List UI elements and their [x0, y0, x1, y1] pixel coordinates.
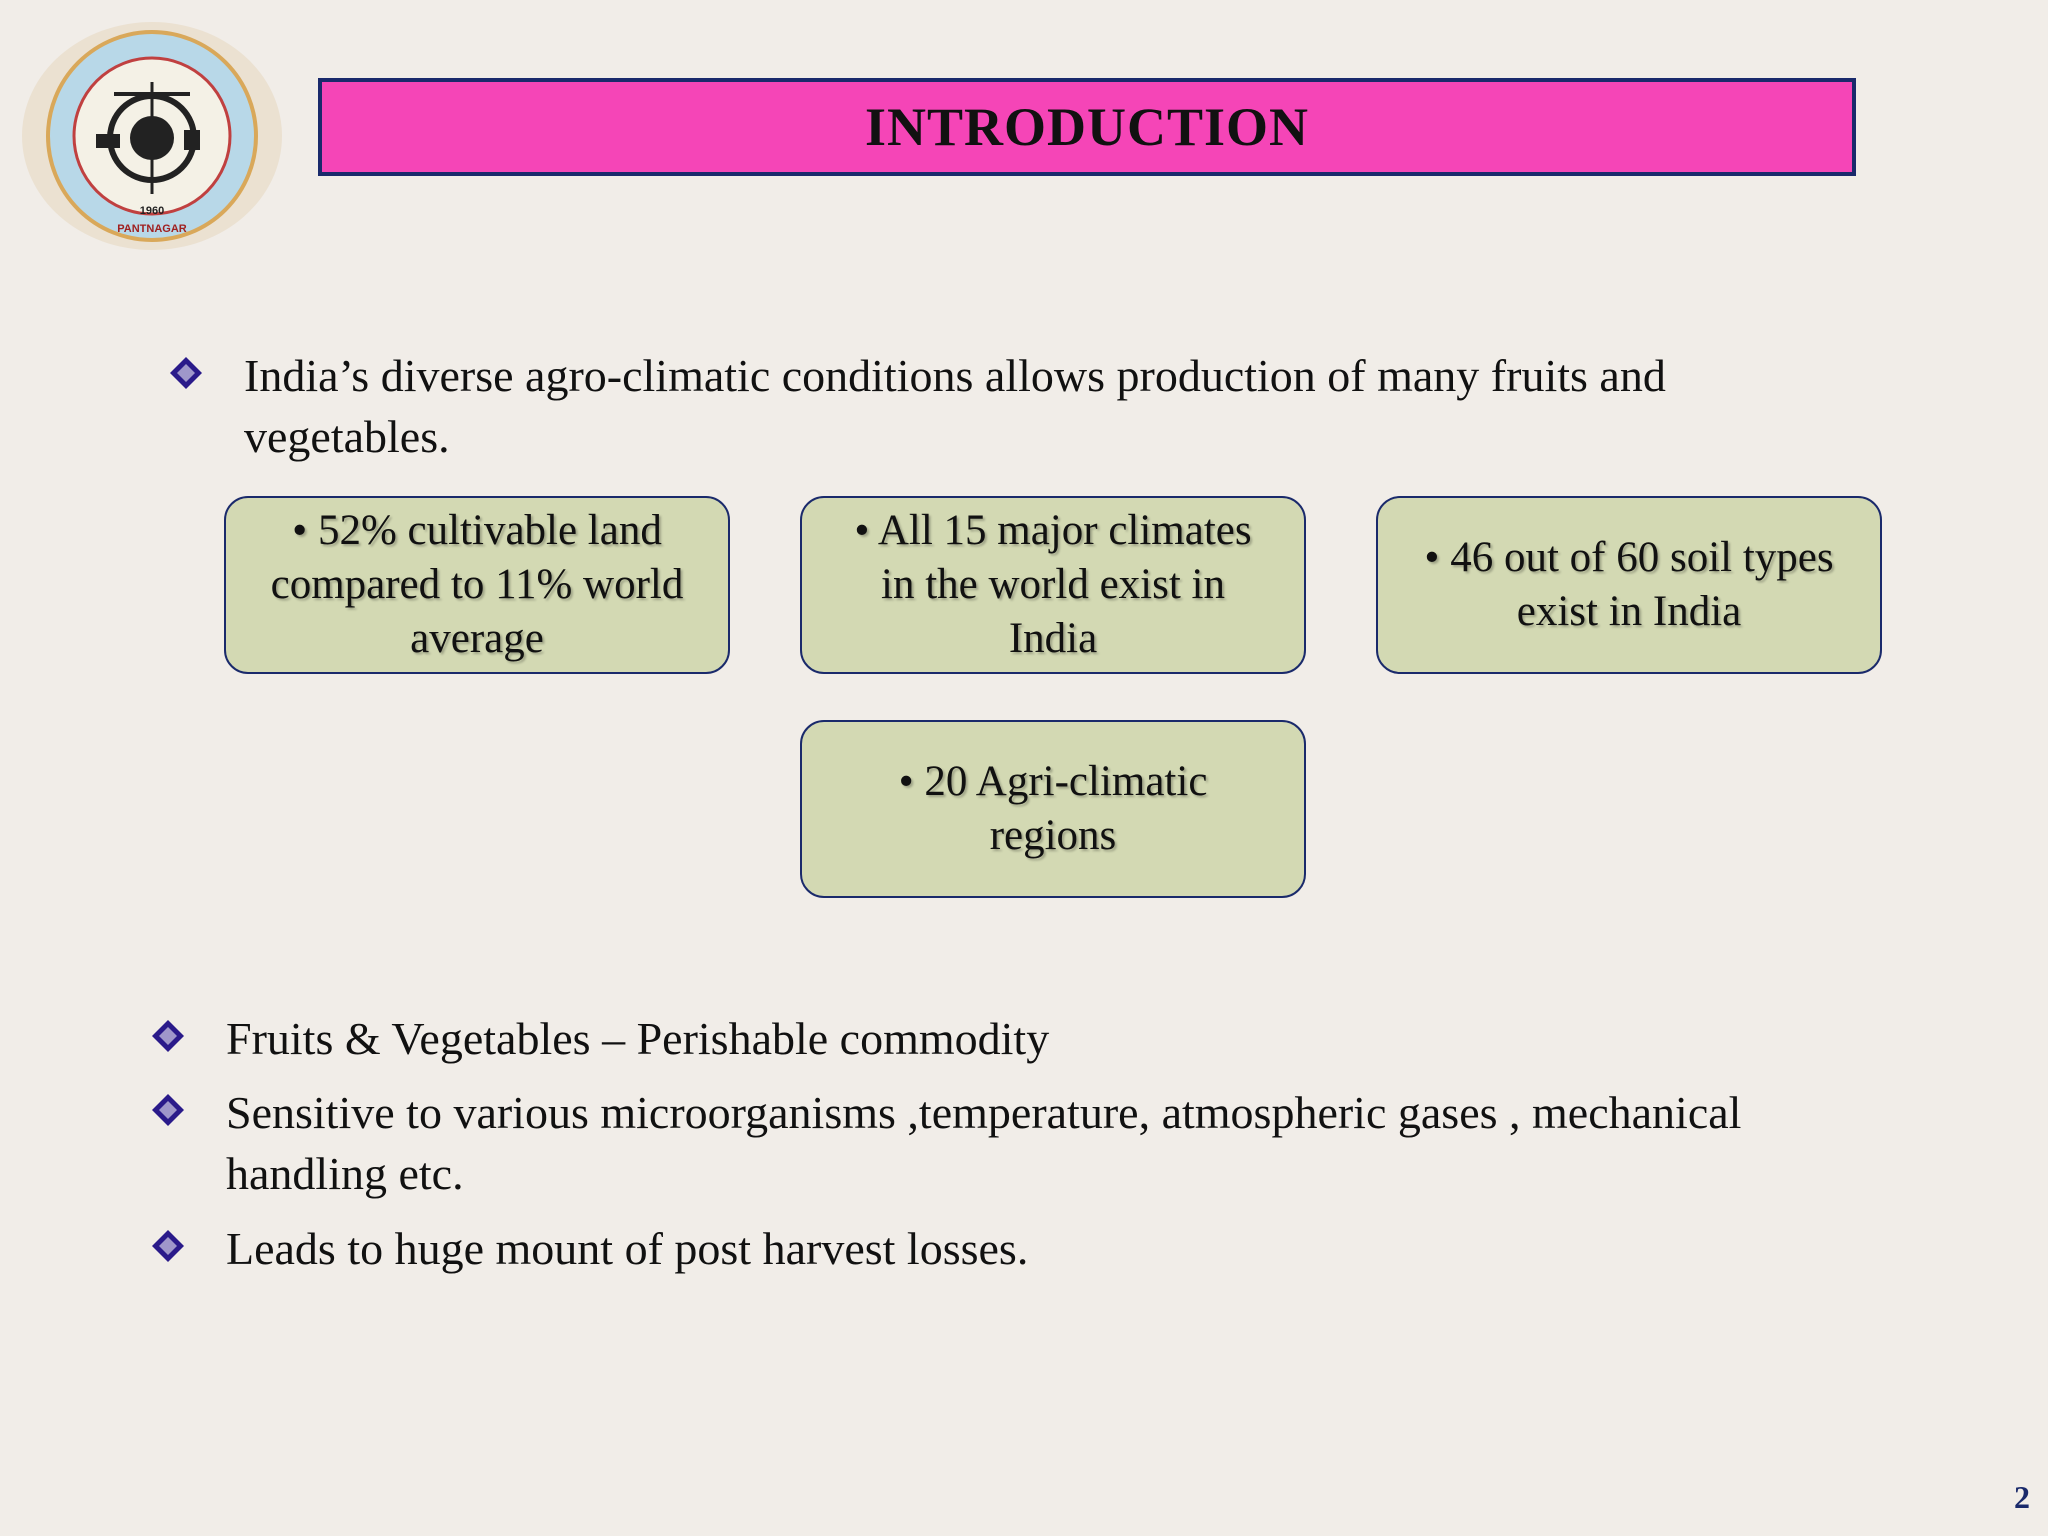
- fact-text: • 52% cultivable land compared to 11% world average: [270, 507, 684, 662]
- bullet-text: Sensitive to various microorganisms ,temperature, atmospheric gases , mechanical handling etc.: [226, 1087, 1742, 1199]
- fact-text: • 46 out of 60 soil types exist in India: [1424, 534, 1834, 635]
- diamond-bullet-icon: [150, 1228, 186, 1264]
- diamond-bullet-icon: [150, 1018, 186, 1054]
- fact-box-soil-types: [1376, 496, 1882, 674]
- diamond-bullet-icon: [168, 355, 204, 391]
- fact-box-climates: [800, 496, 1306, 674]
- university-logo: [14, 14, 290, 258]
- page-number: 2: [2014, 1479, 2030, 1515]
- logo-bottom-text: PANTNAGAR: [117, 223, 187, 235]
- bullet-sensitive: [150, 1082, 1850, 1204]
- slide-title: INTRODUCTION: [864, 97, 1310, 157]
- intro-bullet-text: India’s diverse agro-climatic conditions allows production of many fruits and vegetables.: [244, 350, 1666, 462]
- bullet-text: Fruits & Vegetables – Perishable commodity: [226, 1013, 1050, 1064]
- fact-text: • All 15 major climates in the world exist in India: [854, 507, 1252, 662]
- logo-year: 1960: [139, 205, 165, 217]
- fact-box-agri-regions: [800, 720, 1306, 898]
- fact-text: • 20 Agri-climatic regions: [898, 758, 1208, 859]
- fact-box-cultivable-land: [224, 496, 730, 674]
- intro-bullet: [168, 345, 1768, 467]
- title-banner: [318, 78, 1856, 176]
- diamond-bullet-icon: [150, 1092, 186, 1128]
- bullet-losses: [150, 1218, 1850, 1279]
- bullet-text: Leads to huge mount of post harvest losses.: [226, 1223, 1029, 1274]
- bullet-perishable: [150, 1008, 1850, 1069]
